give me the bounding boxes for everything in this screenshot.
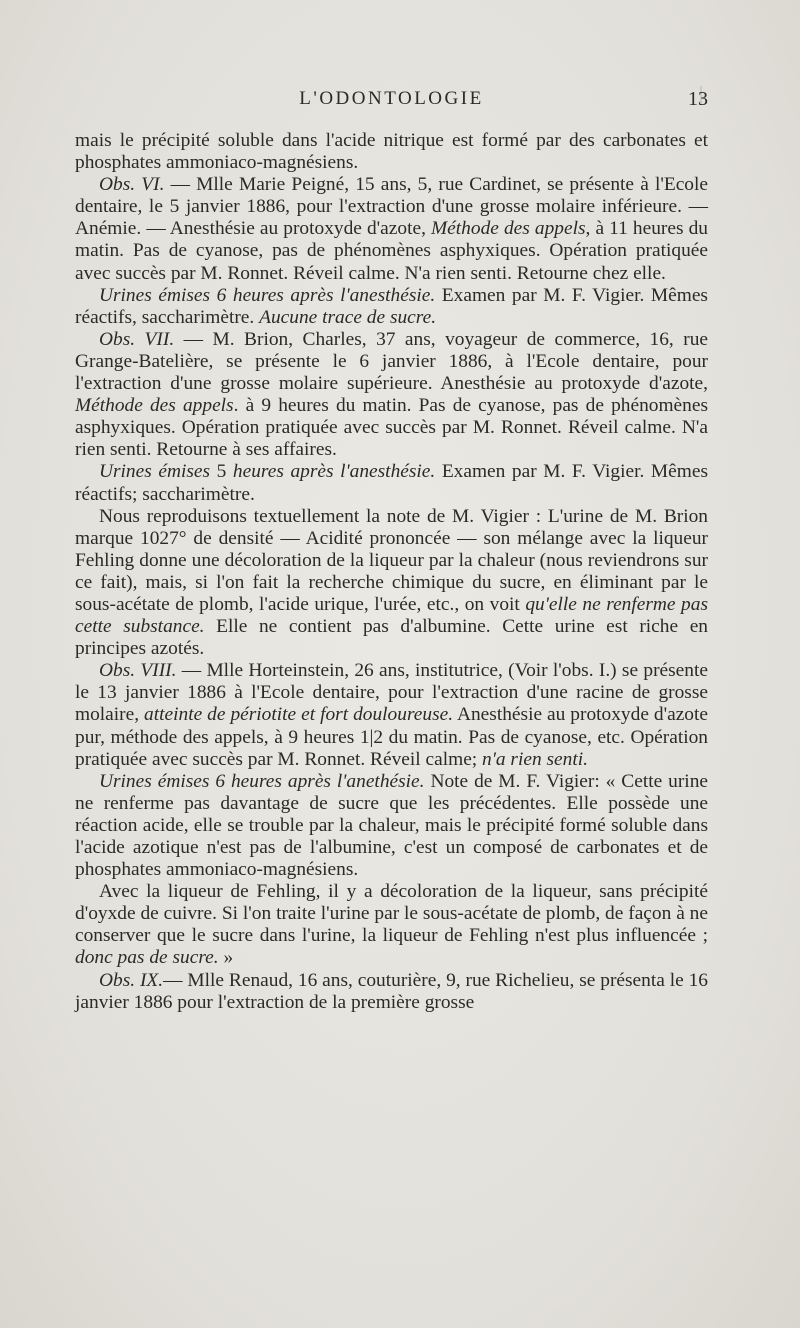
paragraph <box>75 174 708 284</box>
paragraph <box>75 130 708 174</box>
text-run: » <box>218 947 234 969</box>
body-text <box>75 130 708 1014</box>
running-title: L'ODONTOLOGIE <box>299 88 484 109</box>
text-run: mais le précipité soluble dans l'acide nitrique est formé par des carbonates et phosphates ammoniaco-magnésiens. <box>75 130 708 174</box>
text-run: — M. Brion, Charles, 37 ans, voyageur de commerce, 16, rue Grange-Batelière, se présente le 6 janvier 1886, à l'Ecole dentaire, pour l'extraction d'une grosse molaire supérieure. Anesthésie au protoxyde d'azote, <box>75 328 708 395</box>
text-run: — Mlle Marie Peigné, 15 ans, 5, rue Cardinet, se présente à l'Ecole dentaire, le 5 janvier 1886, pour l'extraction d'une grosse molaire inférieure. — Anémie. — Anesthésie au protoxyde d'azote, <box>75 174 708 240</box>
italic-run: n'a rien senti. <box>482 748 588 770</box>
paragraph <box>75 771 708 881</box>
paragraph <box>75 660 708 770</box>
paragraph <box>75 506 708 661</box>
paragraph <box>75 329 708 462</box>
italic-run: Obs. VII. <box>99 328 175 350</box>
paragraph <box>75 881 708 969</box>
italic-run: Obs. VIII. <box>99 660 177 682</box>
paragraph <box>75 970 708 1014</box>
text-run: Nous reproduisons textuellement la note de M. Vigier : L'urine de M. Brion marque 1027° de densité — Acidité prononcée — son mélange avec la liqueur Fehling donne une décoloration de la liqueur par la chaleur (nous reviendrons sur ce fait), mais, si l'on fait la recherche chimique du sucre, en éliminant par le sous-acétate de plomb, l'acide urique, l'urée, etc., on voit <box>75 505 708 615</box>
text-run: , à 11 heures du matin. Pas de cyanose, pas de phénomènes asphyxiques. Opération pratiquée avec succès par M. Ronnet. Réveil calme. N'a rien senti. Retourne chez elle. <box>75 218 709 284</box>
paragraph <box>75 461 708 505</box>
italic-run: atteinte de périotite et fort douloureuse. <box>144 704 454 726</box>
italic-run: Urines émises 6 heures après l'anethésie. <box>99 770 425 792</box>
italic-run: Urines émises 6 heures après l'anesthésie. <box>99 284 436 306</box>
text-run: Elle ne contient pas d'albumine. Cette urine est riche en principes azotés. <box>75 616 708 660</box>
italic-run: Obs. VI. <box>99 174 165 196</box>
paragraph <box>75 285 708 329</box>
page-number: 13 <box>688 88 708 110</box>
italic-run: Aucune trace de sucre. <box>259 306 437 328</box>
italic-run: qu'elle ne renferme pas cette substance. <box>75 593 708 638</box>
italic-run: Obs. IX. <box>99 969 164 991</box>
text-run: — Mlle Renaud, 16 ans, couturière, 9, rue Richelieu, se présenta le 16 janvier 1886 pour l'extraction de la première grosse <box>75 969 709 1013</box>
text-run: Examen par M. F. Vigier. Mêmes réactifs; saccharimètre. <box>75 461 709 505</box>
text-run: — Mlle Horteinstein, 26 ans, institutrice, (Voir l'obs. I.) se présente le 13 janvier 1886 à l'Ecole dentaire, pour l'extraction d'une racine de grosse molaire, <box>75 660 708 726</box>
text-run: Examen par M. F. Vigier. Mêmes réactifs, saccharimètre. <box>75 284 708 328</box>
running-head <box>75 88 708 116</box>
text-run: Note de M. F. Vigier: « Cette urine ne renferme pas davantage de sucre que les précédentes. Elle possède une réaction acide, elle se trouble par la chaleur, mais le précipité formé soluble dans l'acide azotique n'est pas de l'albumine, c'est un composé de carbonates et de phosphates ammoniaco-magnésiens. <box>75 770 708 881</box>
text-run: 5 <box>210 461 233 483</box>
text-run: . à 9 heures du matin. Pas de cyanose, pas de phénomènes asphyxiques. Opération pratiquée avec succès par M. Ronnet. Réveil calme. N'a rien senti. Retourne à ses affaires. <box>75 395 708 461</box>
text-run: Anesthésie au protoxyde d'azote pur, méthode des appels, à 9 heures 1|2 du matin. Pas de cyanose, etc. Opération pratiquée avec succès par M. Ronnet. Réveil calme; <box>75 704 708 770</box>
italic-run: Urines émises <box>99 461 211 483</box>
italic-run: Méthode des appels <box>75 395 234 417</box>
italic-run: Méthode des appels <box>431 218 586 240</box>
italic-run: heures après l'anesthésie. <box>232 461 436 483</box>
text-run: Avec la liqueur de Fehling, il y a décoloration de la liqueur, sans précipité d'oyxde de cuivre. Si l'on traite l'urine par le sous-acétate de plomb, de façon à ne conserver que le sucre dans l'urine, la liqueur de Fehling n'est plus influencée ; <box>75 881 708 947</box>
italic-run: donc pas de sucre. <box>75 947 219 969</box>
